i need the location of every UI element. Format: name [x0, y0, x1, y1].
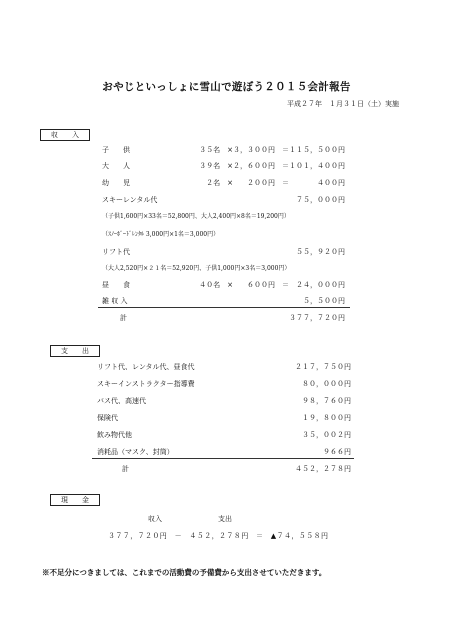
- footnote: ※不足分につきましては、これまでの活動費の予備費から支出させていただきます。: [42, 568, 327, 577]
- event-date: 平成２７年 １月３１日（土）実施: [287, 100, 399, 108]
- expense-label: 保険代: [97, 414, 118, 422]
- balance-income-label: 収入: [148, 515, 162, 523]
- income-formula: ３５名 ×３，３００円 ＝１１５，５００円: [199, 146, 345, 154]
- balance-expense-label: 支出: [218, 515, 232, 523]
- expense-label: 飲み物代他: [97, 431, 132, 439]
- income-formula: ４０名 × ６００円 ＝ ２４，０００円: [199, 281, 345, 289]
- income-value: ７５，０００円: [296, 196, 345, 204]
- income-detail: （ｽﾉｰﾎﾞｰﾄﾞﾚﾝﾀﾙ 3,000円×1名＝3,000円）: [102, 231, 220, 238]
- income-value: ５，５００円: [303, 297, 345, 305]
- expense-value: ９６６円: [323, 448, 351, 456]
- expense-header: 支 出: [50, 345, 100, 357]
- income-value: ５５，９２０円: [296, 248, 345, 256]
- income-label: リフト代: [102, 248, 130, 256]
- income-header: 収 入: [40, 129, 90, 141]
- balance-header: 現 金: [50, 494, 100, 506]
- income-label: 昼 食: [102, 281, 130, 289]
- income-formula: ３９名 ×２，６００円 ＝１０１，４００円: [199, 162, 345, 170]
- income-total-label: 計: [120, 314, 127, 322]
- income-total-rule: [98, 307, 350, 308]
- income-detail: （大人2,520円×２１名＝52,920円、子供1,000円×3名＝3,000円）: [102, 265, 291, 272]
- page-title: おやじといっしょに雪山で遊ぼう２０１５会計報告: [102, 81, 351, 93]
- balance-formula: ３７７，７２０円 － ４５２，２７８円 ＝ ▲７４，５５８円: [108, 532, 329, 540]
- expense-label: 消耗品（マスク、封筒）: [97, 448, 174, 456]
- income-detail: （子供1,600円×33名＝52,800円、大人2,400円×8名＝19,200円）: [102, 213, 290, 220]
- income-label: 大 人: [102, 162, 130, 170]
- expense-total-rule: [92, 458, 354, 459]
- income-label: 雑 収 入: [102, 297, 128, 305]
- income-label: スキーレンタル代: [102, 196, 158, 204]
- expense-value: １９，８００円: [302, 414, 351, 422]
- income-label: 子 供: [102, 146, 130, 154]
- expense-total-label: 計: [122, 465, 129, 473]
- expense-value: ８０，０００円: [302, 380, 351, 388]
- income-formula: ２名 × ２００円 ＝ ４００円: [206, 179, 345, 187]
- expense-value: ３５，００２円: [302, 431, 351, 439]
- expense-value: ２１７，７５０円: [295, 363, 351, 371]
- income-label: 幼 児: [102, 179, 130, 187]
- expense-value: ９８，７６０円: [302, 397, 351, 405]
- income-total-value: ３７７，７２０円: [289, 314, 345, 322]
- expense-label: バス代、高速代: [97, 397, 146, 405]
- expense-label: リフト代、レンタル代、昼食代: [97, 363, 195, 371]
- expense-total-value: ４５２，２７８円: [295, 465, 351, 473]
- expense-label: スキーインストラクター指導費: [97, 380, 195, 388]
